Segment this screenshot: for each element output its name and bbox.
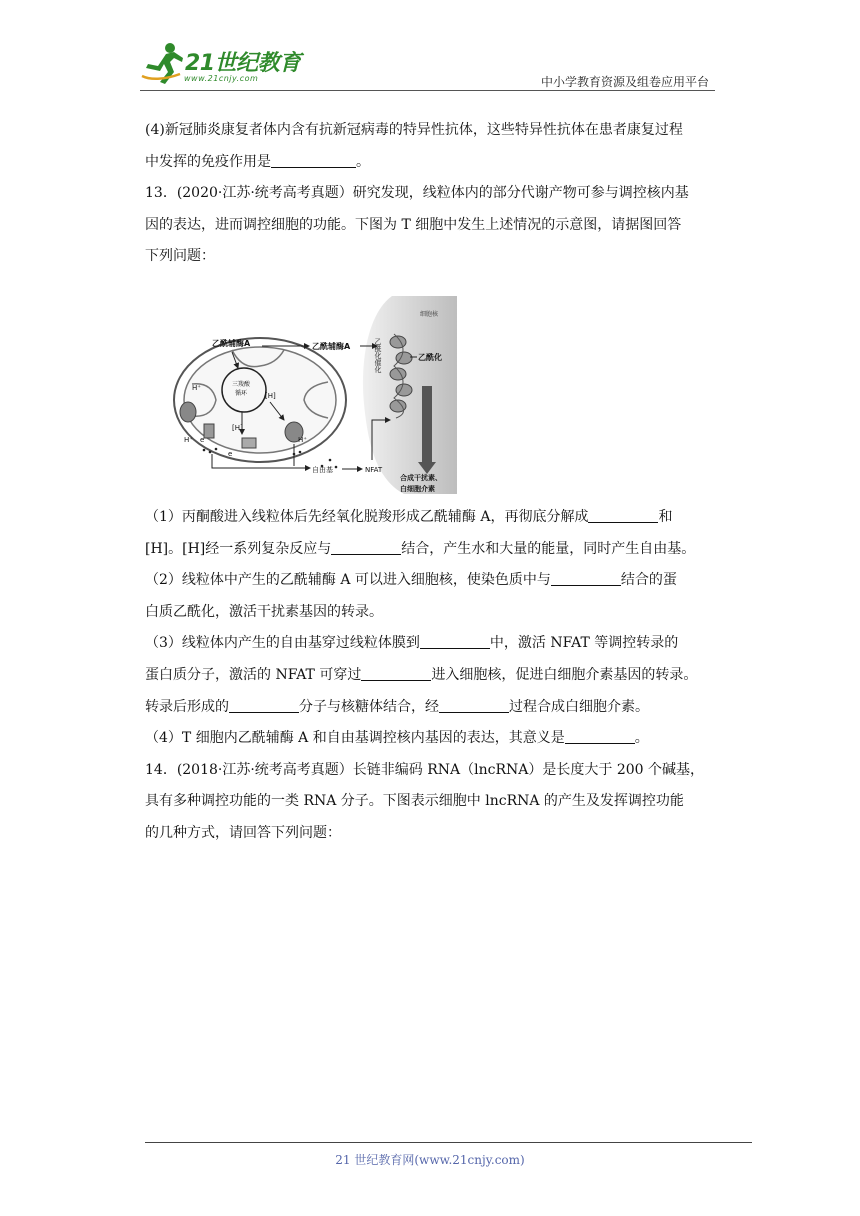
q12-part4-line1: (4)新冠肺炎康复者体内含有抗新冠病毒的特异性抗体，这些特异性抗体在患者康复过程 xyxy=(145,122,683,138)
h-bracket-label-1: [H] xyxy=(265,392,276,400)
page-footer[interactable]: 21 世纪教育网(www.21cnjy.com) xyxy=(335,1153,525,1167)
h-bracket-label-2: [H] xyxy=(232,424,243,432)
logo-text: 21世纪教育 xyxy=(185,51,301,76)
answer-blank xyxy=(331,541,401,555)
transcription-bar xyxy=(422,386,432,466)
answer-blank xyxy=(565,730,635,744)
nucleus-shape xyxy=(363,296,457,494)
answer-blank xyxy=(439,699,509,713)
q13-part1-line1: （1）丙酮酸进入线粒体后先经氧化脱羧形成乙酰辅酶 A，再彻底分解成 和 xyxy=(145,508,673,525)
complex-iii-icon xyxy=(242,438,256,448)
mitochondria-diagram xyxy=(172,294,457,500)
answer-blank xyxy=(420,635,490,649)
answer-blank xyxy=(551,572,621,586)
logo-url: www.21cnjy.com xyxy=(184,74,259,83)
q13-intro-line2: 因的表达，进而调控细胞的功能。下图为 T 细胞中发生上述情况的示意图，请据图回答 xyxy=(145,216,682,233)
nfat-label: NFAT xyxy=(365,466,383,474)
electron-label-2: e xyxy=(228,450,233,458)
complex-ii-icon xyxy=(204,424,214,438)
footer-divider xyxy=(145,1142,752,1143)
h-plus-label-2: H⁺ xyxy=(184,436,193,444)
tca-label-1: 三羧酸 xyxy=(232,381,251,388)
q13-part3-line1: （3）线粒体内产生的自由基穿过线粒体膜到 中，激活 NFAT 等调控转录的 xyxy=(145,635,679,652)
nucleus-label: 细胞核 xyxy=(420,311,439,318)
h-plus-label-3: H⁺ xyxy=(298,436,307,444)
q14-line1: 14．(2018·江苏·统考高考真题）长链非编码 RNA（lncRNA）是长度大于 200 个碱基， xyxy=(145,761,705,778)
answer-blank xyxy=(229,699,299,713)
site-logo[interactable] xyxy=(140,40,320,88)
free-radical-label: 自由基 xyxy=(312,466,333,474)
answer-blank xyxy=(271,154,356,168)
header-divider xyxy=(140,90,715,91)
acetylation-label: 乙酰化 xyxy=(418,353,442,362)
answer-blank xyxy=(361,667,431,681)
synthesis-label-1: 合成干扰素、 xyxy=(400,474,442,482)
answer-blank xyxy=(588,509,658,523)
q13-part3-line3: 转录后形成的 分子与核糖体结合，经 过程合成白细胞介素。 xyxy=(145,698,649,715)
h-plus-label-1: H⁺ xyxy=(192,384,201,392)
q13-part4: （4）T 细胞内乙酰辅酶 A 和自由基调控核内基因的表达，其意义是 。 xyxy=(145,730,649,747)
header-platform-name: 中小学教育资源及组卷应用平台 xyxy=(540,75,709,89)
synthesis-label-2: 白细胞介素 xyxy=(400,485,435,493)
electron-label-1: e xyxy=(200,436,205,444)
q12-part4-line2: 中发挥的免疫作用是 。 xyxy=(145,153,370,170)
acetyl-coa-left-label: 乙酰辅酶A xyxy=(212,339,251,348)
q13-part2-line2: 白质乙酰化，激活干扰素基因的转录。 xyxy=(145,603,383,620)
q13-part3-line2: 蛋白质分子，激活的 NFAT 可穿过 进入细胞核，促进白细胞介素基因的转录。 xyxy=(145,666,698,683)
q13-part1-line2: [H]。[H]经一系列复杂反应与 结合，产生水和大量的能量，同时产生自由基。 xyxy=(145,540,696,557)
q13-part2-line1: （2）线粒体中产生的乙酰辅酶 A 可以进入细胞核，使染色质中与 结合的蛋 xyxy=(145,572,677,589)
complex-i-icon xyxy=(180,402,196,422)
page-header xyxy=(140,40,715,90)
tca-label-2: 循环 xyxy=(235,390,248,397)
acetylation-catalysis-label: 乙酰化催化 xyxy=(374,338,382,373)
q13-intro-line1: 13．(2020·江苏·统考高考真题）研究发现，线粒体内的部分代谢产物可参与调控核内基 xyxy=(145,185,689,202)
q14-line2: 具有多种调控功能的一类 RNA 分子。下图表示细胞中 lncRNA 的产生及发挥调控功能 xyxy=(145,793,684,810)
q14-line3: 的几种方式，请回答下列问题： xyxy=(145,824,341,841)
diagram-svg xyxy=(172,294,457,500)
acetyl-coa-right-label: 乙酰辅酶A xyxy=(312,342,351,351)
runner-logo-icon xyxy=(140,40,184,86)
q13-intro-line3: 下列问题： xyxy=(145,248,215,265)
